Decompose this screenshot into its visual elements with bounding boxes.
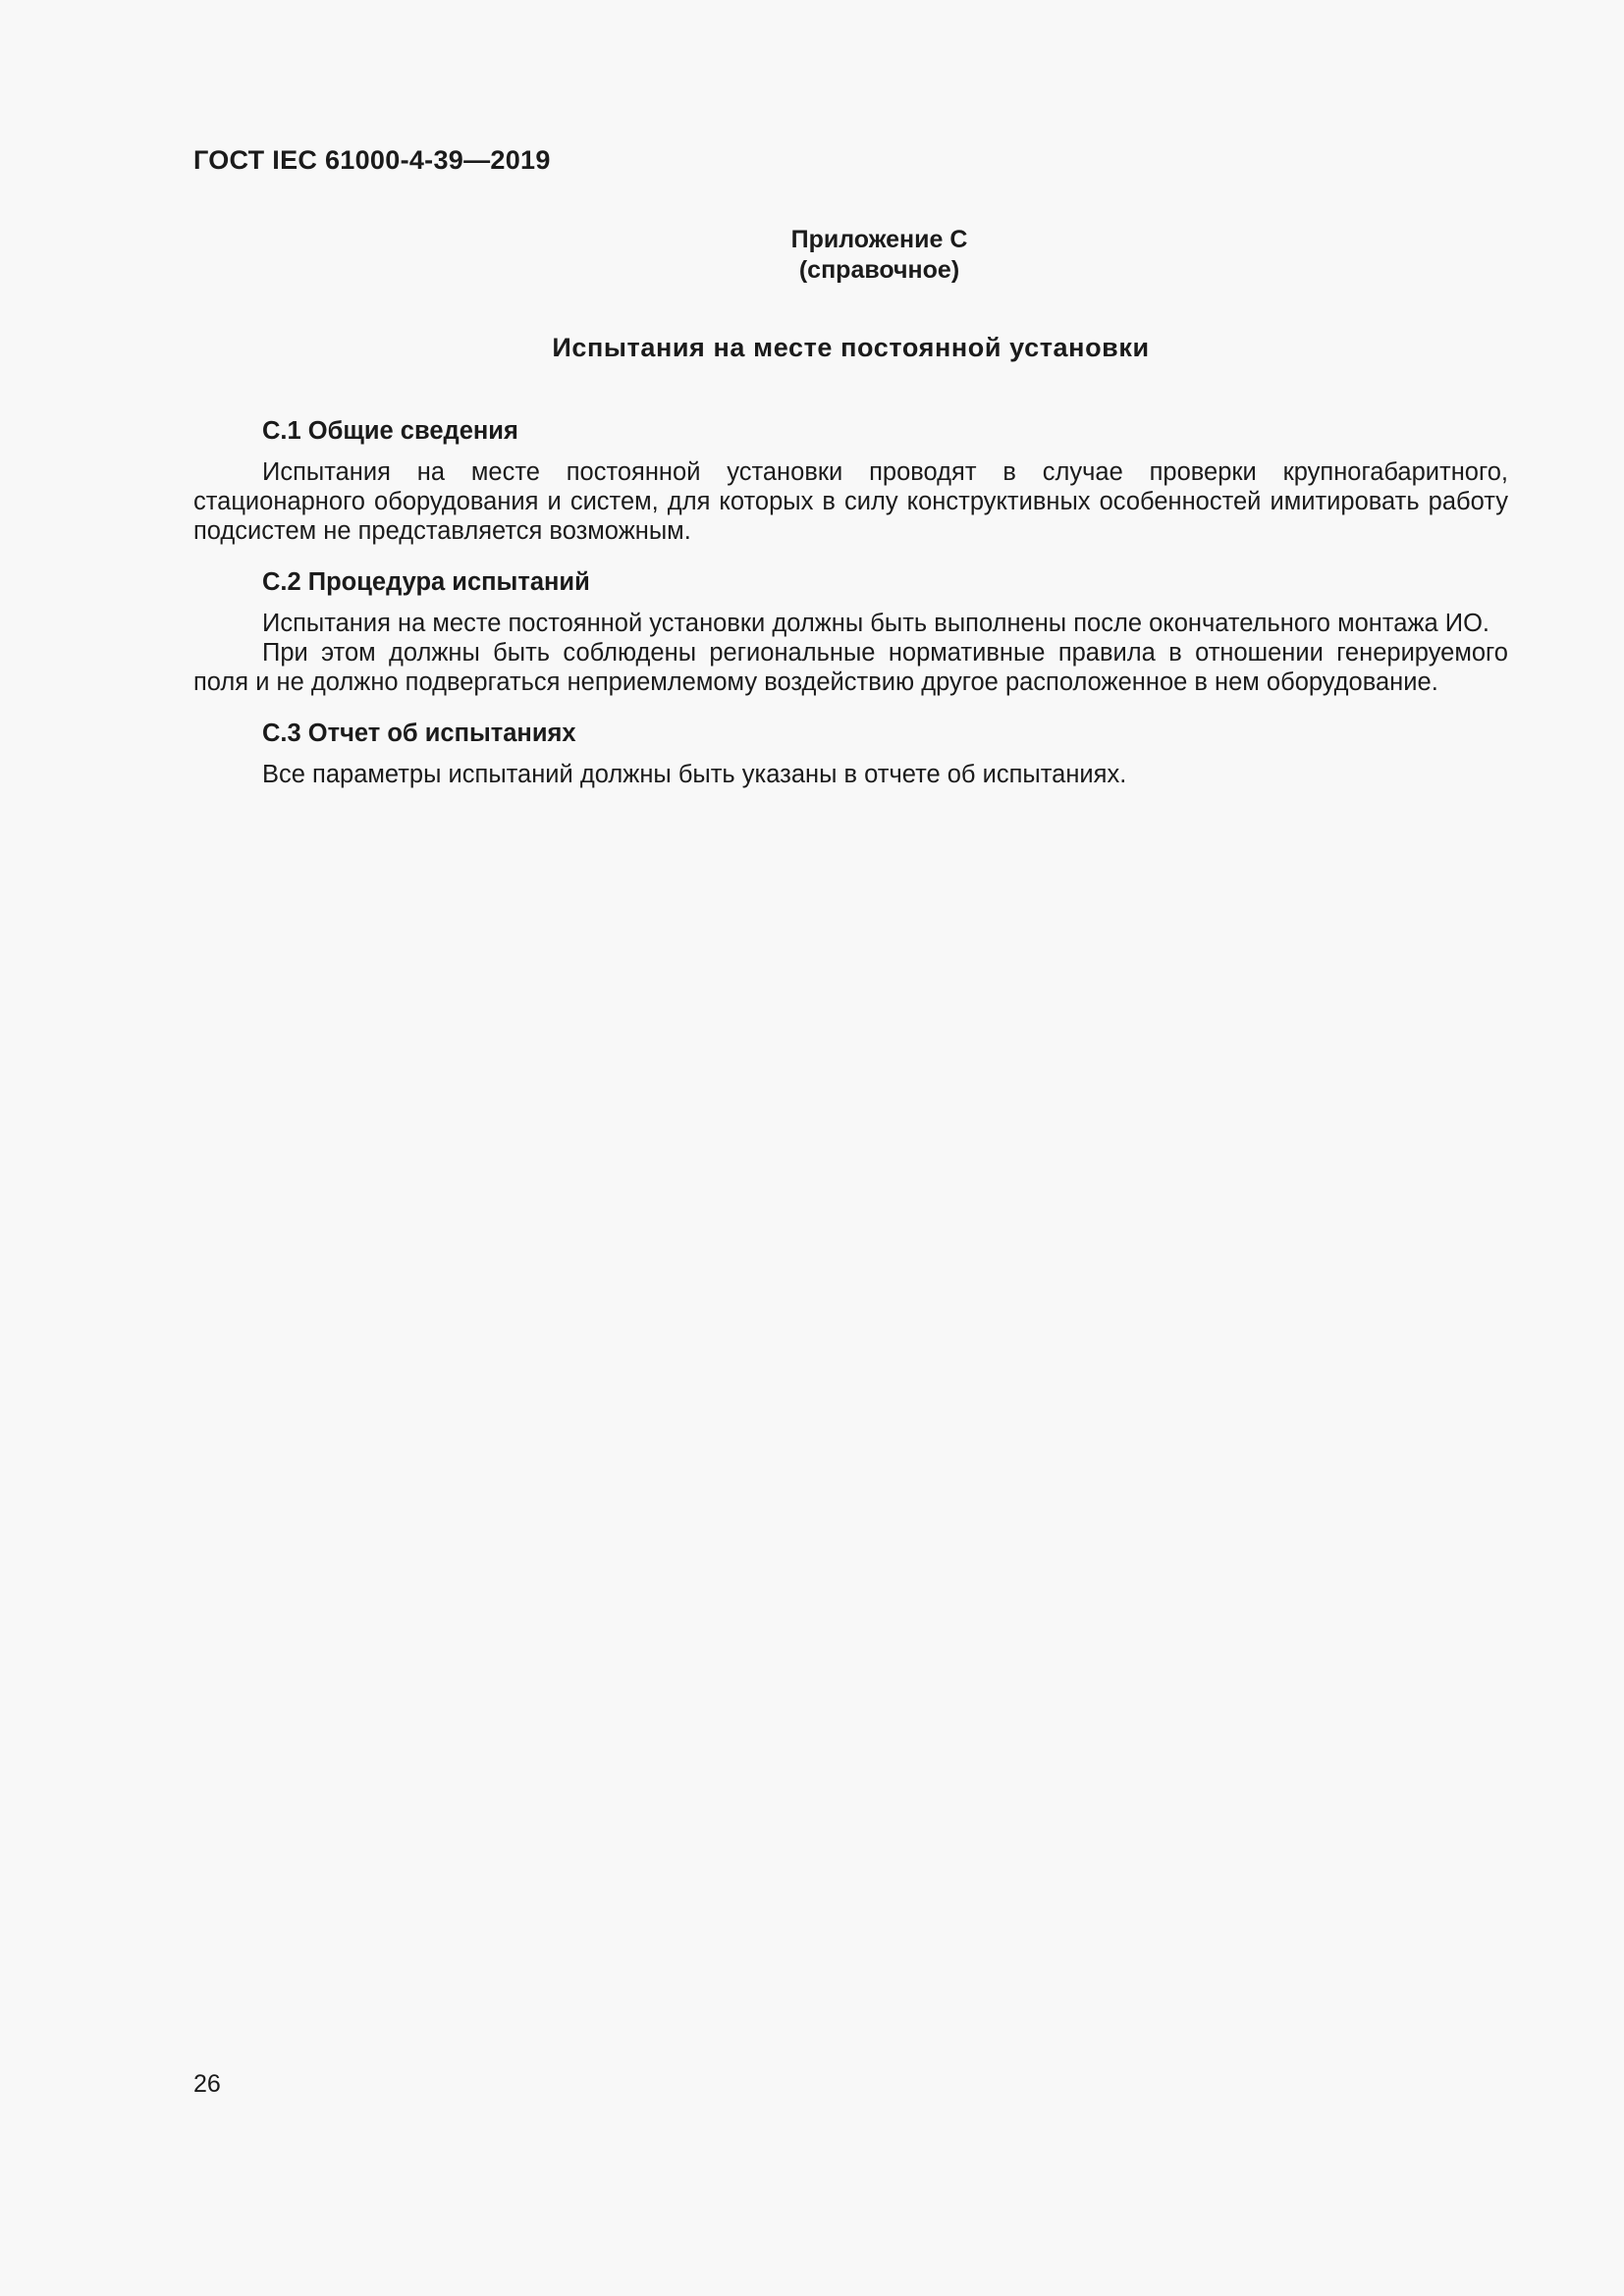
section-heading: С.3 Отчет об испытаниях — [262, 720, 576, 747]
document-body — [193, 416, 1508, 811]
document-header-code: ГОСТ IEC 61000-4-39—2019 — [193, 145, 551, 175]
appendix-title: Испытания на месте постоянной установки — [552, 333, 1150, 362]
page-number: 26 — [193, 2070, 221, 2098]
section-general — [193, 416, 1508, 546]
paragraph: Все параметры испытаний должны быть указаны в отчете об испытаниях. — [262, 761, 1127, 788]
paragraph: При этом должны быть соблюдены региональные нормативные правила в отношении генерируемого поля и не должно подвергаться неприемлемому воздействию другое расположенное в нем оборудование. — [193, 639, 1508, 696]
paragraph: Испытания на месте постоянной установки должны быть выполнены после окончательного монтажа ИО. — [262, 610, 1490, 637]
appendix-type: (справочное) — [798, 256, 960, 284]
section-procedure — [193, 567, 1508, 697]
paragraph: Испытания на месте постоянной установки проводят в случае проверки крупногабаритного, стационарного оборудования и систем, для которых в силу конструктивных особенностей имитировать работу подсистем не представляется возможным. — [193, 458, 1508, 545]
appendix-label: Приложение С — [790, 226, 968, 253]
section-report — [193, 719, 1508, 789]
appendix-label-block — [193, 225, 1508, 286]
section-heading: С.2 Процедура испытаний — [262, 568, 590, 596]
section-heading: С.1 Общие сведения — [262, 417, 518, 445]
